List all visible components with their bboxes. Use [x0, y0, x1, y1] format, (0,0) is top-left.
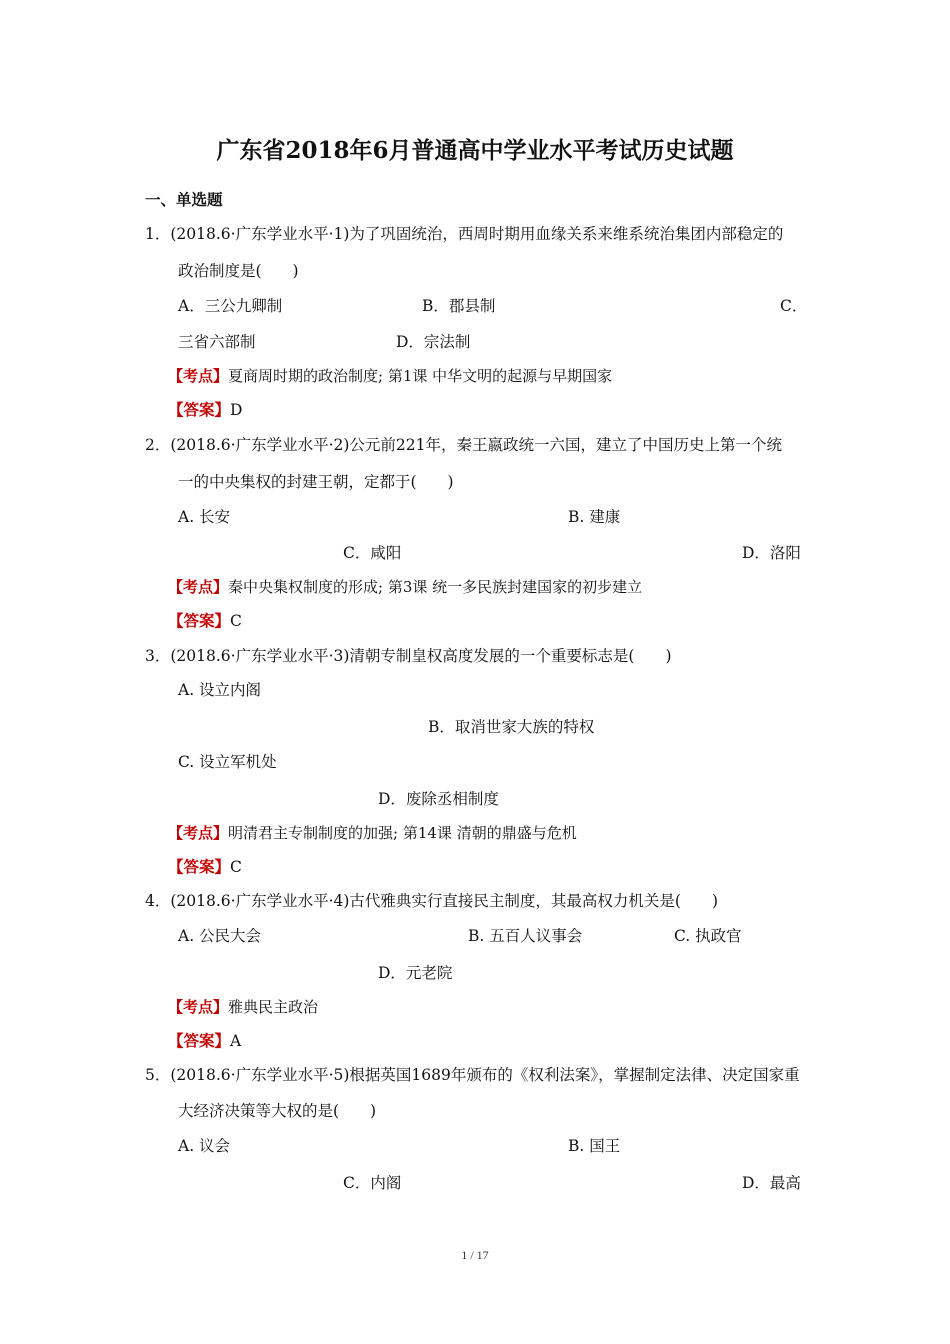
question-4-point — [168, 997, 318, 1017]
question-1-option-b: B．郡县制 — [422, 297, 496, 315]
point-label: 【考点】 — [168, 367, 229, 385]
question-3-option-a: A. 设立内阁 — [178, 681, 262, 699]
question-1-stem-line-1: 1．(2018.6·广东学业水平·1)为了巩固统治，西周时期用血缘关系来维系统治集团内部稳定的 — [145, 225, 784, 243]
question-1-stem-line-2: 政治制度是( ) — [178, 262, 299, 280]
question-2-point-text: 秦中央集权制度的形成; 第3课 统一多民族封建国家的初步建立 — [228, 578, 643, 596]
question-4-option-a: A. 公民大会 — [178, 927, 262, 945]
question-4-answer-value: A — [230, 1032, 242, 1050]
question-5-option-b: B. 国王 — [568, 1137, 621, 1155]
question-3-option-c: C. 设立军机处 — [178, 753, 277, 771]
question-4-answer — [168, 1031, 241, 1051]
question-3-option-d: D．废除丞相制度 — [378, 790, 499, 808]
question-5-option-a: A. 议会 — [178, 1137, 231, 1155]
question-1-point-text: 夏商周时期的政治制度; 第1课 中华文明的起源与早期国家 — [228, 367, 613, 385]
question-3-stem: 3．(2018.6·广东学业水平·3)清朝专制皇权高度发展的一个重要标志是( ) — [145, 647, 672, 665]
document-title: 广东省2018年6月普通高中学业水平考试历史试题 — [216, 137, 734, 164]
question-2-option-b: B. 建康 — [568, 508, 621, 526]
answer-label: 【答案】 — [168, 400, 231, 419]
question-5-stem-line-2: 大经济决策等大权的是( ) — [178, 1102, 377, 1120]
question-4-stem: 4．(2018.6·广东学业水平·4)古代雅典实行直接民主制度，其最高权力机关是( ) — [145, 892, 719, 910]
question-4-option-d: D．元老院 — [378, 964, 453, 982]
point-label: 【考点】 — [168, 998, 229, 1016]
question-1-point — [168, 366, 612, 386]
question-4-point-text: 雅典民主政治 — [228, 998, 319, 1016]
question-2-answer-value: C — [230, 612, 242, 630]
question-2-point — [168, 577, 642, 597]
page-number: 1 / 17 — [461, 1248, 489, 1262]
question-1-option-c-label: C． — [780, 297, 808, 315]
question-1-option-a: A．三公九卿制 — [178, 297, 283, 315]
answer-label: 【答案】 — [168, 857, 231, 876]
question-2-option-d: D．洛阳 — [742, 544, 801, 562]
answer-label: 【答案】 — [168, 611, 231, 630]
answer-label: 【答案】 — [168, 1031, 231, 1050]
question-2-option-c: C．咸阳 — [343, 544, 402, 562]
question-3-point-text: 明清君主专制制度的加强; 第14课 清朝的鼎盛与危机 — [228, 824, 577, 842]
question-4-option-c: C. 执政官 — [674, 927, 742, 945]
question-3-answer — [168, 857, 242, 877]
question-5-option-c: C．内阁 — [343, 1174, 402, 1192]
point-label: 【考点】 — [168, 578, 229, 596]
question-3-option-b: B．取消世家大族的特权 — [428, 718, 595, 736]
question-1-answer-value: D — [230, 401, 243, 419]
question-5-stem-line-1: 5．(2018.6·广东学业水平·5)根据英国1689年颁布的《权利法案》，掌握制定法律、决定国家重 — [145, 1066, 800, 1084]
question-2-stem-line-2: 一的中央集权的封建王朝，定都于( ) — [178, 473, 454, 491]
question-3-answer-value: C — [230, 858, 242, 876]
section-heading: 一、单选题 — [145, 190, 223, 209]
question-5-option-d: D．最高 — [742, 1174, 801, 1192]
question-2-option-a: A. 长安 — [178, 508, 231, 526]
question-3-point — [168, 823, 577, 843]
question-2-answer — [168, 611, 242, 631]
question-1-option-d: D．宗法制 — [396, 333, 471, 351]
question-2-stem-line-1: 2．(2018.6·广东学业水平·2)公元前221年，秦王嬴政统一六国，建立了中国历史上第一个统 — [145, 436, 782, 454]
question-1-option-c-text: 三省六部制 — [178, 333, 256, 351]
question-1-answer — [168, 400, 242, 420]
point-label: 【考点】 — [168, 824, 229, 842]
question-4-option-b: B. 五百人议事会 — [468, 927, 583, 945]
